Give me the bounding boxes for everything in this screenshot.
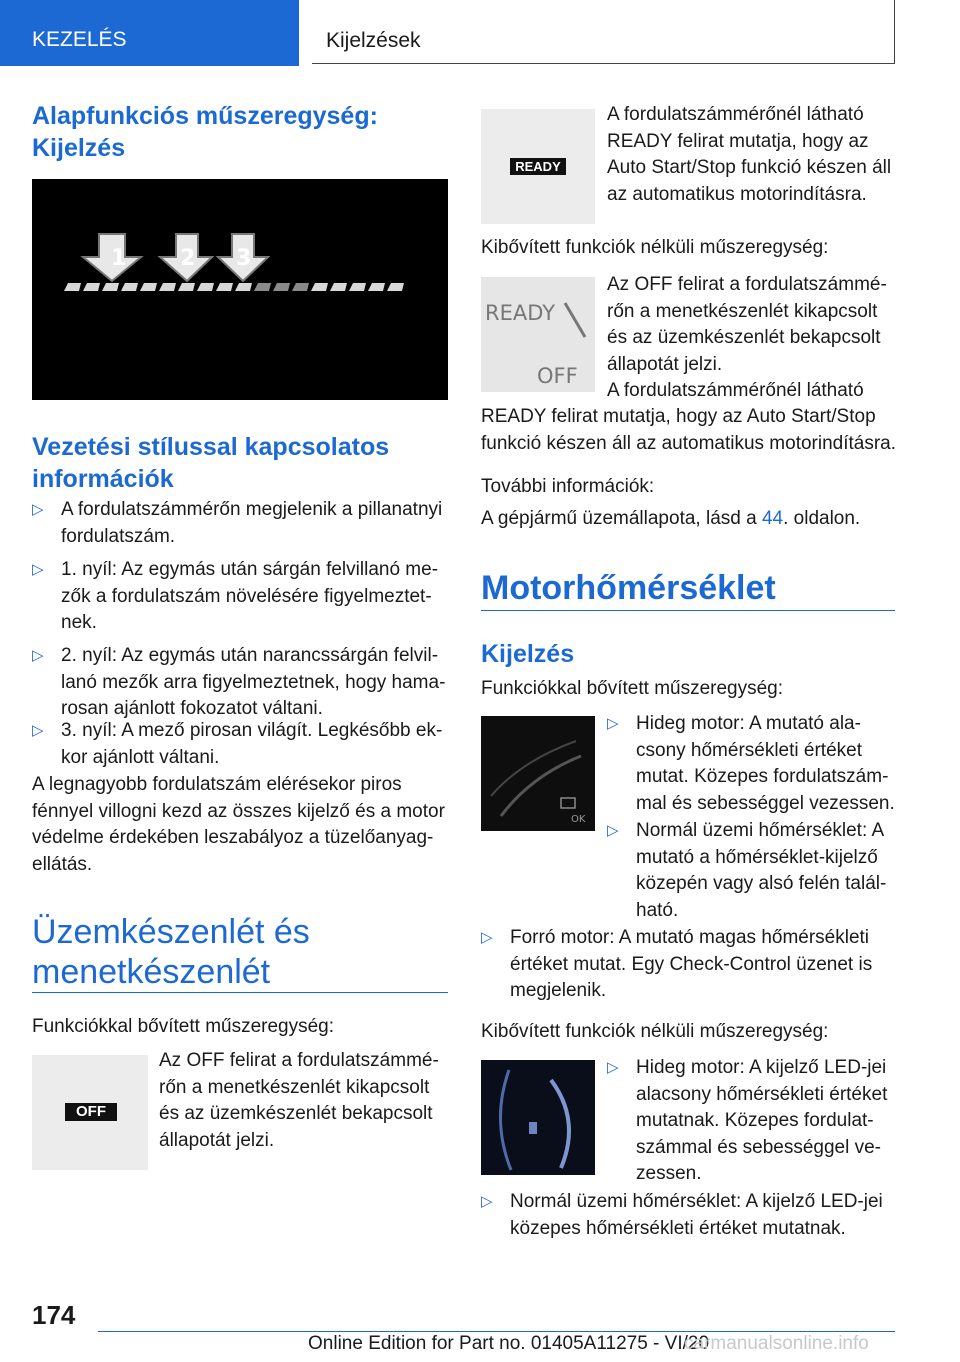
bullet-triangle-icon: ▷ (32, 647, 44, 664)
basic-off-description: Az OFF felirat a fordulatszámmé- rőn a menetkészenlét kikapcsolt és az üzemkészenlét bekapcsolt állapotát jelzi. (607, 274, 887, 375)
rpm-gauge-image (32, 179, 448, 400)
off-description: Az OFF felirat a fordulatszámmé- rőn a menetkészenlét kikapcsolt és az üzemkészenlét bekapcsolt állapotát jelzi. (159, 1050, 439, 1151)
rpm-segment (121, 283, 138, 291)
list-item: ▷ Hideg motor: A mutató ala- csony hőmérsékleti értéket mutat. Közepes fordulatszám- mal és sebességgel vezessen. (607, 713, 895, 814)
arrow-label-1: 1 (111, 246, 127, 271)
bullet-triangle-icon: ▷ (607, 715, 619, 732)
engine-temp-heading: Motorhőmérséklet (481, 569, 776, 607)
ready-badge: READY (510, 158, 566, 175)
bullet-triangle-icon: ▷ (32, 501, 44, 518)
rpm-segment (254, 283, 271, 291)
off-indicator-image (32, 1055, 148, 1170)
rpm-segment-bar (64, 283, 404, 291)
led-arc-left (500, 1070, 511, 1170)
rpm-segment (178, 283, 195, 291)
basic-cluster-label: Kibővített funkciók nélküli műszeregység: (481, 237, 829, 258)
section-tab: KEZELÉS (0, 0, 299, 66)
gauge-needle (565, 303, 585, 337)
ok-label: OK (571, 814, 586, 825)
more-info-label: További információk: (481, 476, 655, 497)
rpm-segment (83, 283, 100, 291)
chapter-title: Kijelzések (312, 0, 895, 64)
ready-text-gauge: READY (485, 301, 556, 325)
thermometer-icon (561, 798, 575, 808)
ready-off-gauge-image (481, 277, 595, 392)
list-item: ▷ Normál üzemi hőmérséklet: A kijelző LED-jei közepes hőmérsékleti értéket mutatnak. (481, 1191, 883, 1239)
edition-text: Online Edition for Part no. 01405A11275 - VI/20 (308, 1333, 710, 1354)
list-item: ▷ 2. nyíl: Az egymás után narancssárgán felvil- lanó mezők arra figyelmeztetnek, hogy hama- rosan ajánlott fokozatot váltani. (32, 645, 446, 719)
bullet-triangle-icon: ▷ (32, 561, 44, 578)
arrow-label-2: 2 (180, 246, 196, 271)
rpm-segment (140, 283, 157, 291)
arrow-label-3: 3 (236, 246, 252, 271)
rpm-segment (273, 283, 290, 291)
rpm-gauge-drawing (32, 179, 448, 400)
rpm-segment (102, 283, 119, 291)
ready-description: A fordulatszámmérőnél látható READY felirat mutatja, hogy az Auto Start/Stop funkció készen áll az automatikus motorindításra. (607, 104, 892, 205)
rpm-segment (159, 283, 176, 291)
rpm-segment (349, 283, 366, 291)
list-item: ▷ Hideg motor: A kijelző LED-jei alacsony hőmérsékleti értéket mutatnak. Közepes fordulat- számmal és sebességgel ve- zessen. (607, 1057, 888, 1184)
list-item: ▷ A fordulatszámmérőn megjelenik a pillanatnyi fordulatszám. (32, 499, 443, 547)
temp-gauge-image (481, 716, 595, 831)
list-item: ▷ Forró motor: A mutató magas hőmérsékleti értéket mutat. Egy Check-Control üzenet is megjelenik. (481, 927, 873, 1001)
list-item: ▷ 1. nyíl: Az egymás után sárgán felvillanó me- zők a fordulatszám növelésére figyelmeztet- nek. (32, 559, 439, 633)
led-temp-gauge-image (481, 1060, 595, 1175)
max-rpm-paragraph: A legnagyobb fordulatszám elérésekor piros fénnyel villogni kezd az összes kijelző és a motor védelme érdekében leszabályoz a tüzelőanyag- ellátás. (32, 774, 445, 875)
ext-cluster-label-2: Funkciókkal bővített műszeregység: (481, 678, 784, 699)
rpm-segment (330, 283, 347, 291)
footer-rule (98, 1331, 895, 1332)
ext-cluster-label: Funkciókkal bővített műszeregység: (32, 1016, 335, 1037)
rpm-segment (311, 283, 328, 291)
rpm-segment (387, 283, 404, 291)
thermometer-icon (529, 1122, 537, 1134)
rpm-segment (197, 283, 214, 291)
style-heading: Vezetési stílussal kapcsolatos információk (32, 433, 390, 493)
bullet-triangle-icon: ▷ (481, 1193, 493, 1210)
display-subheading: Kijelzés (481, 640, 575, 668)
list-item: ▷ 3. nyíl: A mező pirosan világít. Legkésőbb ek- kor ajánlott váltani. (32, 720, 443, 768)
off-text-gauge: OFF (537, 364, 578, 388)
bullet-triangle-icon: ▷ (607, 822, 619, 839)
ready-heading: Üzemkészenlét és menetkészenlét (32, 913, 310, 991)
bullet-triangle-icon: ▷ (481, 929, 493, 946)
list-item: ▷ Normál üzemi hőmérséklet: A mutató a hőmérséklet-kijelző közepén vagy alsó felén talál- ható. (607, 820, 887, 921)
rpm-segment (216, 283, 233, 291)
rpm-segment (368, 283, 385, 291)
led-arc-right (551, 1080, 569, 1168)
heading-rule (481, 610, 895, 611)
basic-ready-description-1: A fordulatszámmérőnél látható (607, 380, 864, 401)
page-reference: A gépjármű üzemállapota, lásd a 44. oldalon. (481, 508, 861, 529)
page-number: 174 (32, 1300, 76, 1330)
watermark: carmanualsonline.info (684, 1333, 869, 1354)
rpm-segment (64, 283, 81, 291)
gauge-arc-inner (491, 741, 576, 796)
heading-rule (32, 992, 448, 993)
basic-ready-description-2: READY felirat mutatja, hogy az Auto Start/Stop funkció készen áll az automatikus motorindításra. (481, 406, 897, 454)
bullet-triangle-icon: ▷ (607, 1059, 619, 1076)
page-ref-link[interactable]: 44 (761, 508, 784, 529)
bullet-triangle-icon: ▷ (32, 722, 44, 739)
rpm-segment (235, 283, 252, 291)
ready-indicator-image (481, 109, 595, 224)
rpm-segment (292, 283, 309, 291)
gauge-arc (501, 756, 581, 816)
basic-cluster-label-2: Kibővített funkciók nélküli műszeregység: (481, 1021, 829, 1042)
off-badge: OFF (65, 1103, 117, 1121)
section-title-basic-display: Alapfunkciós műszeregység: Kijelzés (32, 102, 378, 162)
